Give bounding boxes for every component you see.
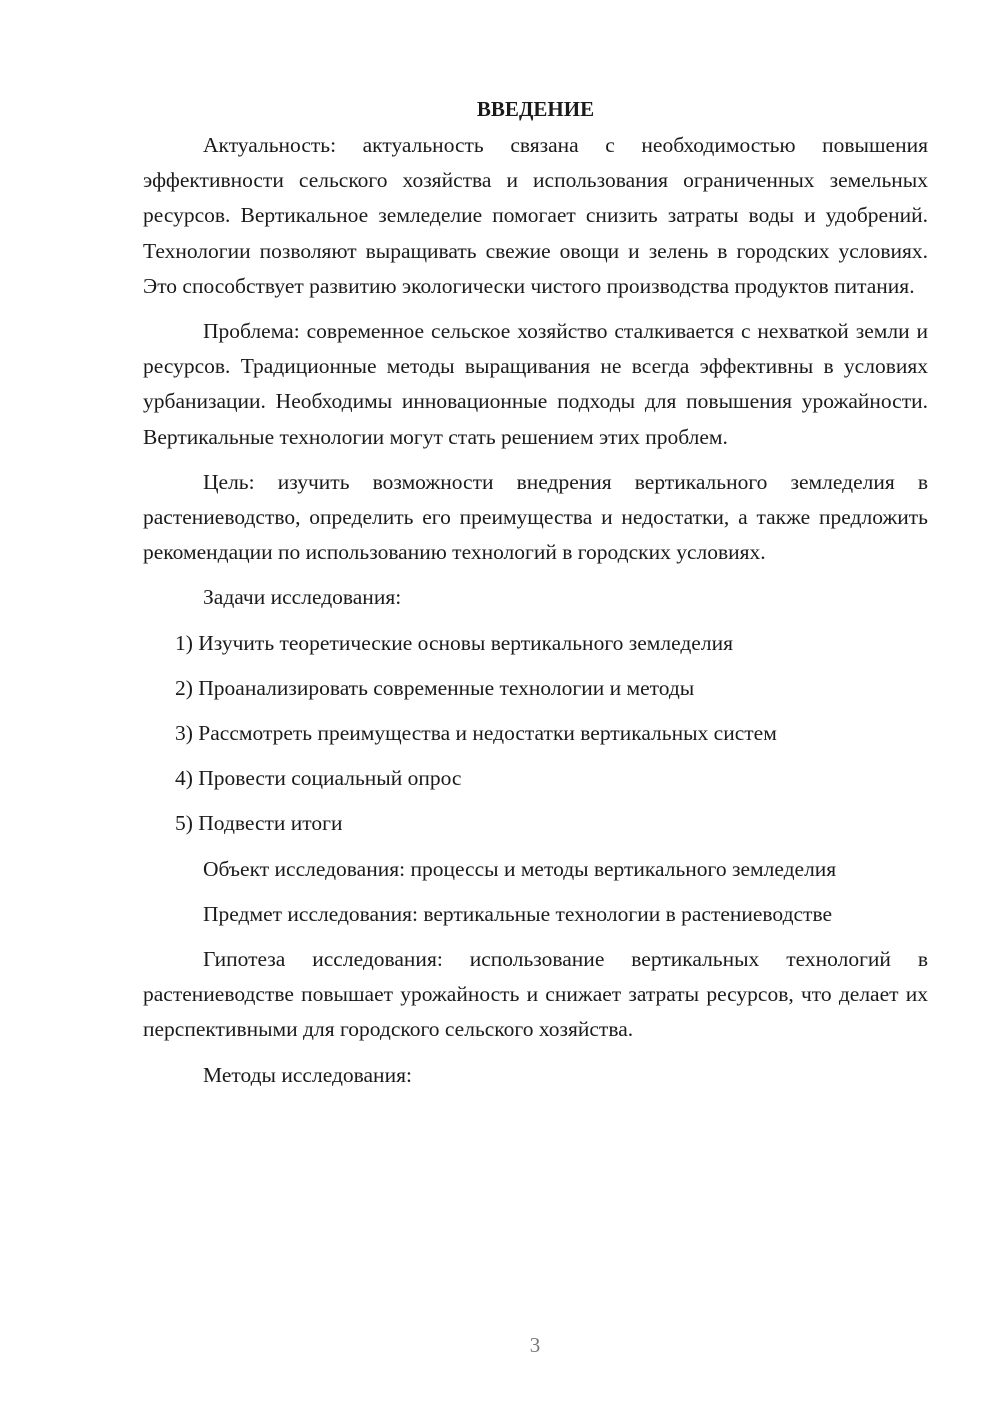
section-heading: ВВЕДЕНИЕ — [476, 97, 595, 121]
problem-paragraph: Проблема: современное сельское хозяйство сталкивается с нехваткой земли и ресурсов. Традиционные методы выращивания не всегда эффективны в условиях урбанизации. Необходимы инновационные подходы для повышения урожайности. Вертикальные технологии могут стать решением этих проблем. — [143, 319, 928, 449]
methods-title: Методы исследования: — [203, 1062, 412, 1087]
task-item: 5) Подвести итоги — [175, 811, 343, 836]
tasks-title: Задачи исследования: — [203, 585, 402, 610]
page-number: 3 — [529, 1333, 541, 1357]
object-paragraph: Объект исследования: процессы и методы вертикального земледелия — [203, 856, 837, 881]
hypothesis-paragraph: Гипотеза исследования: использование вертикальных технологий в растениеводстве повышает урожайность и снижает затраты ресурсов, что делает их перспективными для городского сельского хозяйства. — [143, 947, 928, 1042]
document-page — [143, 92, 928, 1103]
task-item: 4) Провести социальный опрос — [175, 766, 462, 791]
task-item: 1) Изучить теоретические основы вертикального земледелия — [175, 630, 733, 655]
task-item: 2) Проанализировать современные технологии и методы — [175, 675, 695, 700]
subject-paragraph: Предмет исследования: вертикальные технологии в растениеводстве — [203, 901, 833, 926]
relevance-paragraph: Актуальность: актуальность связана с необходимостью повышения эффективности сельского хозяйства и использования ограниченных земельных ресурсов. Вертикальное земледелие помогает снизить затраты воды и удобрений. Технологии позволяют выращивать свежие овощи и зелень в городских условиях. Это способствует развитию экологически чистого производства продуктов питания. — [143, 133, 928, 298]
task-item: 3) Рассмотреть преимущества и недостатки вертикальных систем — [175, 721, 777, 746]
goal-paragraph: Цель: изучить возможности внедрения вертикального земледелия в растениеводство, определить его преимущества и недостатки, а также предложить рекомендации по использованию технологий в городских условиях. — [143, 469, 928, 565]
